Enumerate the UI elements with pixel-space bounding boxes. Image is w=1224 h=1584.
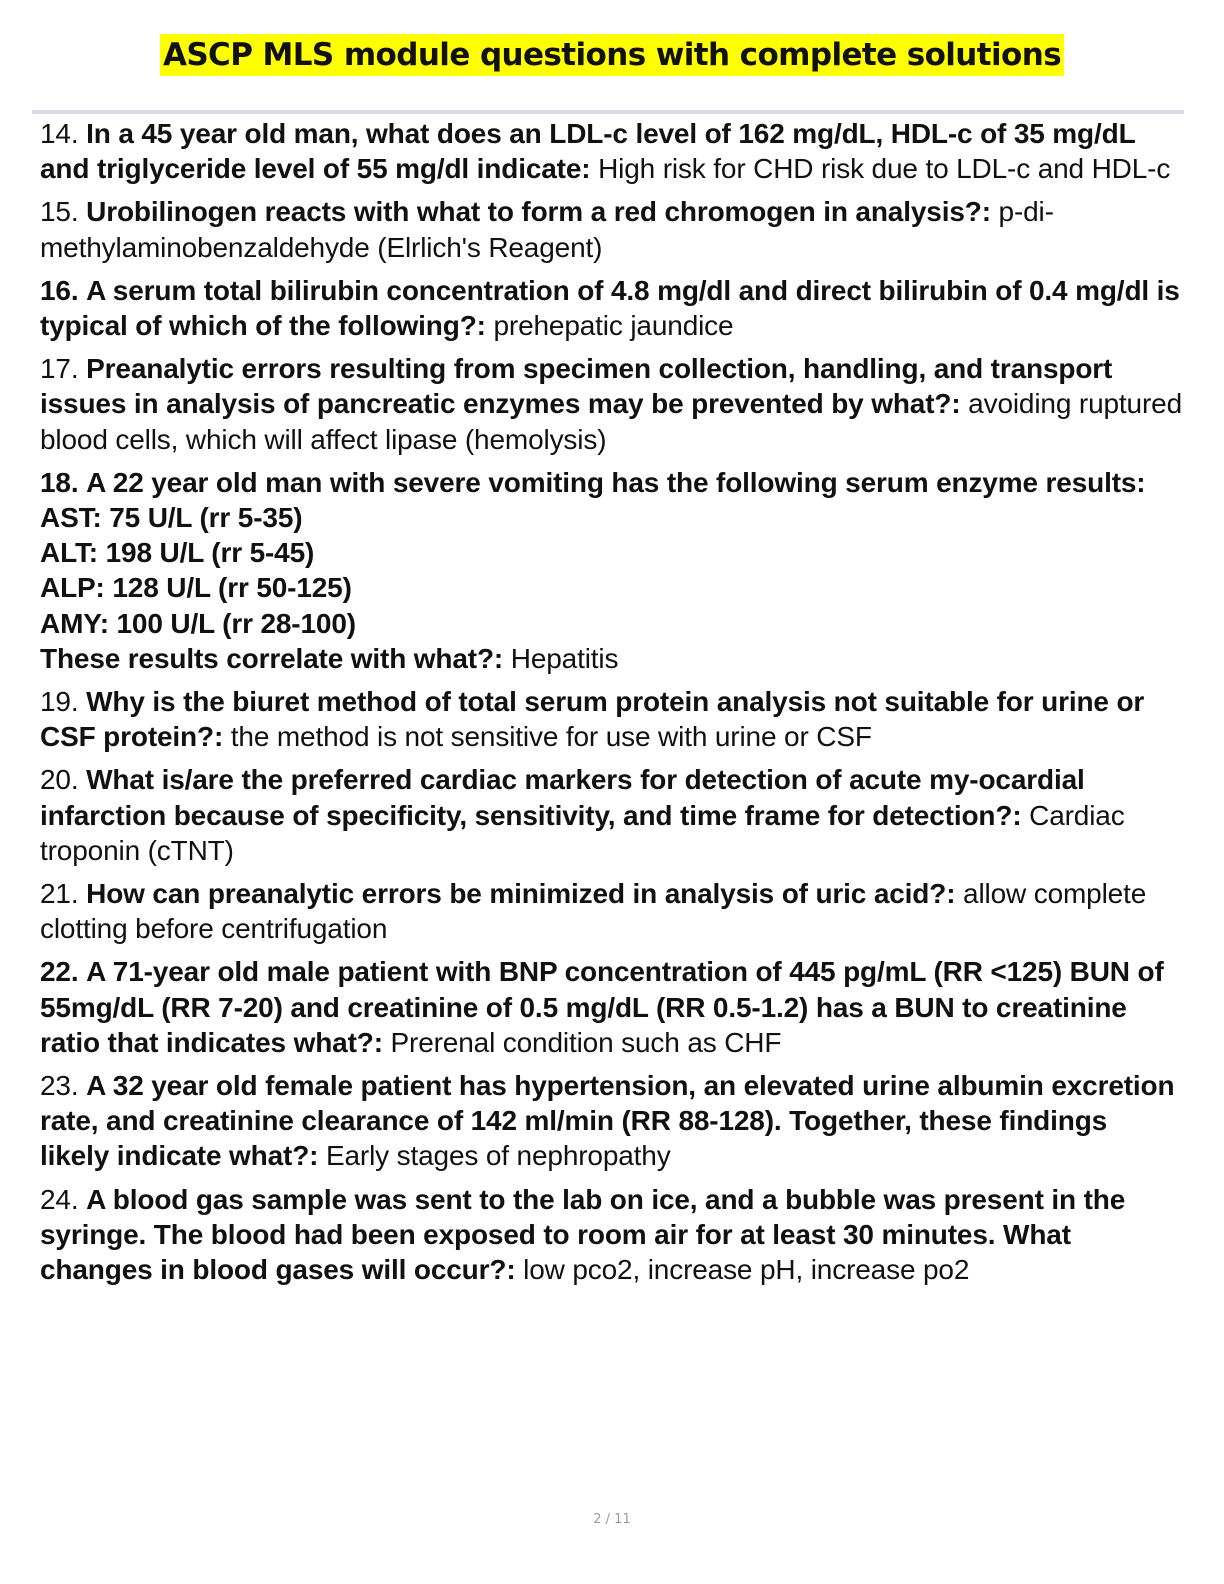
answer-text: allow complete clotting before centrifugation [40,878,1147,945]
question-number: 15. [40,196,79,228]
question-text: Why is the biuret method of total serum protein analysis not suitable for urine or CSF protein?: [40,686,1145,753]
page-header [0,34,1224,76]
lab-result-alt: ALT: 198 U/L (rr 5-45) [40,537,315,569]
page-number: 2 / 11 [593,1512,631,1527]
answer-text: Prerenal condition such as CHF [390,1026,782,1058]
question-number: 14. [40,118,79,149]
question-text: A serum total bilirubin concentration of 4.8 mg/dl and direct bilirubin of 0.4 mg/dl is typical of which of the following?: [40,274,1180,342]
question-text: What is/are the preferred cardiac markers for detection of acute my-ocardial infarction because of specificity, sensitivity, and time frame for detection?: [40,764,1085,831]
question-item-15 [40,194,1182,264]
question-number: 21. [40,878,79,910]
answer-text: p-di-methylaminobenzaldehyde (Elrlich's Reagent) [40,196,1054,263]
question-text: Preanalytic errors resulting from specimen collection, handling, and transport issues in analysis of pancreatic enzymes may be prevented by what?: [40,353,1113,420]
question-list [40,116,1182,1295]
question-item-16 [40,273,1182,343]
question-text: A 71-year old male patient with BNP concentration of 445 pg/mL (RR <125) BUN of 55mg/dL (RR 7-20) and creatinine of 0.5 mg/dL (RR 0.5-1.2) has a BUN to creatinine ratio that indicates what?: [40,956,1164,1058]
question-item-24 [40,1182,1182,1288]
question-number: 19. [40,686,79,718]
answer-text: low pco2, increase pH, increase po2 [523,1254,970,1286]
answer-text: Hepatitis [510,642,619,674]
question-item-20 [40,762,1182,868]
question-item-17 [40,351,1182,457]
question-number: 18. [40,466,79,498]
lab-result-ast: AST: 75 U/L (rr 5-35) [40,502,303,534]
question-number: 24. [40,1183,79,1215]
answer-text: High risk for CHD risk due to LDL-c and HDL-c [598,153,1171,185]
lab-result-amy: AMY: 100 U/L (rr 28-100) [40,607,356,639]
question-number: 17. [40,353,79,385]
question-number: 20. [40,764,79,796]
question-item-22 [40,954,1182,1060]
answer-text: prehepatic jaundice [493,310,734,342]
header-divider [32,110,1184,114]
answer-text: Cardiac troponin (cTNT) [40,799,1125,866]
question-text: A blood gas sample was sent to the lab on ice, and a bubble was present in the syringe. The blood had been exposed to room air for at least 30 minutes. What changes in blood gases will occur?: [40,1183,1126,1286]
question-item-18 [40,465,1182,676]
question-item-21 [40,876,1182,946]
question-item-14 [40,116,1182,186]
question-text: Urobilinogen reacts with what to form a red chromogen in analysis?: [86,196,991,228]
page-title: ASCP MLS module questions with complete solutions [160,34,1064,76]
question-text: A 22 year old man with severe vomiting has the following serum enzyme results: [86,466,1146,498]
answer-text: avoiding ruptured blood cells, which will affect lipase (hemolysis) [40,388,1182,455]
question-text: A 32 year old female patient has hypertension, an elevated urine albumin excretion rate, and creatinine clearance of 142 ml/min (RR 88-128). Together, these findings likely indicate what?: [40,1070,1175,1172]
question-number: 23. [40,1070,79,1102]
answer-text: the method is not sensitive for use with urine or CSF [230,721,872,753]
question-text: In a 45 year old man, what does an LDL-c level of 162 mg/dL, HDL-c of 35 mg/dL and triglyceride level of 55 mg/dl indicate: [40,118,1136,185]
question-text-end: These results correlate with what?: [40,642,504,674]
question-text: How can preanalytic errors be minimized in analysis of uric acid?: [86,878,956,910]
question-item-23 [40,1068,1182,1174]
question-item-19 [40,684,1182,754]
question-number: 22. [40,956,79,988]
lab-result-alp: ALP: 128 U/L (rr 50-125) [40,572,352,604]
question-number: 16. [40,274,79,306]
answer-text: Early stages of nephropathy [325,1140,671,1172]
